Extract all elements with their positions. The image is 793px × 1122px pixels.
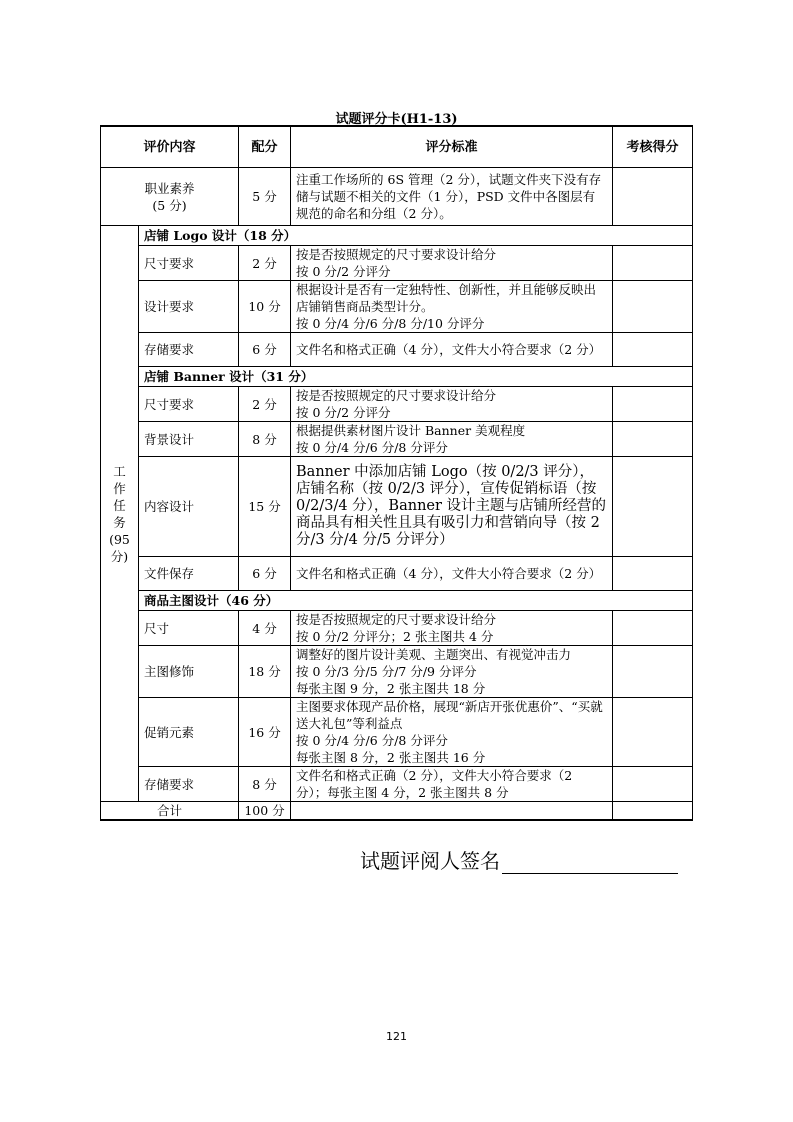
- item-criteria: [291, 281, 613, 333]
- section-header-row: [101, 367, 693, 387]
- item-name: 内容设计: [139, 457, 239, 557]
- item-name: 设计要求: [139, 281, 239, 333]
- criteria-line: 按 0 分/4 分/6 分/8 分评分: [296, 440, 448, 455]
- section-title: 商品主图设计（46 分）: [139, 591, 693, 611]
- criteria-row: [101, 698, 693, 767]
- section-title: 店铺 Logo 设计（18 分）: [139, 226, 693, 246]
- scoring-table: [100, 125, 693, 821]
- criteria-row: [101, 767, 693, 802]
- item-score: 15 分: [239, 457, 291, 557]
- criteria-line: 按是否按照规定的尺寸要求设计给分: [296, 247, 497, 262]
- item-name: 存储要求: [139, 767, 239, 802]
- criteria-line: 根据设计是否有一定独特性、创新性，并且能够反映出店铺销售商品类型计分。: [296, 282, 597, 314]
- criteria-row: [101, 457, 693, 557]
- item-criteria: [291, 333, 613, 367]
- item-result-cell[interactable]: [613, 767, 693, 802]
- criteria-line: 按是否按照规定的尺寸要求设计给分: [296, 388, 497, 403]
- criteria-line: 文件名和格式正确（2 分），文件大小符合要求（2 分）；每张主图 4 分，2 张主图共 8 分: [296, 768, 573, 800]
- item-result-cell[interactable]: [613, 698, 693, 767]
- item-result-cell[interactable]: [613, 611, 693, 646]
- header-criteria: 评分标准: [291, 126, 613, 168]
- item-result-cell[interactable]: [613, 246, 693, 281]
- criteria-row: [101, 611, 693, 646]
- item-name: 促销元素: [139, 698, 239, 767]
- item-score: 8 分: [239, 767, 291, 802]
- item-criteria: [291, 387, 613, 422]
- criteria-line: 文件名和格式正确（4 分），文件大小符合要求（2 分）: [296, 566, 602, 581]
- criteria-line: 每张主图 8 分，2 张主图共 16 分: [296, 750, 486, 765]
- item-criteria: [291, 557, 613, 591]
- literacy-result-cell[interactable]: [613, 168, 693, 226]
- item-score: 8 分: [239, 422, 291, 457]
- item-result-cell[interactable]: [613, 646, 693, 698]
- criteria-line: 主图要求体现产品价格，展现“新店开张优惠价”、“买就送大礼包”等利益点: [296, 699, 603, 731]
- item-criteria: [291, 246, 613, 281]
- criteria-row: [101, 557, 693, 591]
- item-name: 尺寸要求: [139, 387, 239, 422]
- literacy-score: 5 分: [239, 168, 291, 226]
- item-score: 6 分: [239, 557, 291, 591]
- item-name: 存储要求: [139, 333, 239, 367]
- item-score: 10 分: [239, 281, 291, 333]
- item-score: 2 分: [239, 246, 291, 281]
- criteria-line: 按 0 分/4 分/6 分/8 分评分: [296, 733, 448, 748]
- item-criteria: [291, 611, 613, 646]
- total-label: 合计: [101, 802, 239, 821]
- item-result-cell[interactable]: [613, 387, 693, 422]
- signature-line[interactable]: [502, 853, 678, 874]
- header-result: 考核得分: [613, 126, 693, 168]
- item-criteria: [291, 457, 613, 557]
- section-header-row: [101, 591, 693, 611]
- item-score: 16 分: [239, 698, 291, 767]
- item-result-cell[interactable]: [613, 557, 693, 591]
- item-result-cell[interactable]: [613, 333, 693, 367]
- item-criteria: [291, 646, 613, 698]
- criteria-line: 按是否按照规定的尺寸要求设计给分: [296, 612, 497, 627]
- item-score: 4 分: [239, 611, 291, 646]
- item-criteria: [291, 767, 613, 802]
- criteria-line: 按 0 分/4 分/6 分/8 分/10 分评分: [296, 316, 485, 331]
- criteria-row: [101, 422, 693, 457]
- criteria-line: 调整好的图片设计美观、主题突出、有视觉冲击力: [296, 647, 572, 662]
- item-name: 主图修饰: [139, 646, 239, 698]
- criteria-row: [101, 333, 693, 367]
- literacy-criteria: 注重工作场所的 6S 管理（2 分），试题文件夹下没有存储与试题不相关的文件（1 分），PSD 文件中各图层有规范的命名和分组（2 分）。: [291, 168, 613, 226]
- criteria-line: 按 0 分/3 分/5 分/7 分/9 分评分: [296, 664, 477, 679]
- item-score: 6 分: [239, 333, 291, 367]
- criteria-line: 按 0 分/2 分评分；2 张主图共 4 分: [296, 629, 494, 644]
- criteria-line: Banner 中添加店铺 Logo（按 0/2/3 评分），店铺名称（按 0/2/3 评分），宣传促销标语（按 0/2/3/4 分），Banner 设计主题与店铺所经营的商品具有相关性且具有吸引力和营销向导（按 2 分/3 分/4 分/5 分评分）: [296, 464, 607, 548]
- criteria-row: [101, 246, 693, 281]
- header-score: 配分: [239, 126, 291, 168]
- signature-label: 试题评阅人签名: [360, 849, 500, 873]
- section-title: 店铺 Banner 设计（31 分）: [139, 367, 693, 387]
- item-result-cell[interactable]: [613, 422, 693, 457]
- total-row: [101, 802, 693, 821]
- criteria-line: 按 0 分/2 分评分: [296, 264, 391, 279]
- criteria-row: [101, 281, 693, 333]
- item-name: 文件保存: [139, 557, 239, 591]
- criteria-line: 文件名和格式正确（4 分），文件大小符合要求（2 分）: [296, 342, 602, 357]
- page-number: 121: [386, 1030, 407, 1043]
- item-name: 背景设计: [139, 422, 239, 457]
- header-content: 评价内容: [101, 126, 239, 168]
- header-row: [101, 126, 693, 168]
- criteria-row: [101, 646, 693, 698]
- criteria-row: [101, 387, 693, 422]
- total-criteria-cell: [291, 802, 613, 821]
- total-result-cell[interactable]: [613, 802, 693, 821]
- item-score: 2 分: [239, 387, 291, 422]
- total-score: 100 分: [239, 802, 291, 821]
- item-name: 尺寸: [139, 611, 239, 646]
- signature-area: [360, 845, 678, 874]
- item-result-cell[interactable]: [613, 457, 693, 557]
- item-result-cell[interactable]: [613, 281, 693, 333]
- item-criteria: [291, 422, 613, 457]
- criteria-line: 按 0 分/2 分评分: [296, 405, 391, 420]
- task-label: 工 作 任 务 (95 分): [101, 226, 139, 802]
- card-title: 试题评分卡(H1-13): [335, 112, 458, 127]
- criteria-line: 根据提供素材图片设计 Banner 美观程度: [296, 423, 526, 438]
- item-score: 18 分: [239, 646, 291, 698]
- literacy-row: [101, 168, 693, 226]
- item-criteria: [291, 698, 613, 767]
- item-name: 尺寸要求: [139, 246, 239, 281]
- section-header-row: [101, 226, 693, 246]
- literacy-label: 职业素养 (5 分): [101, 168, 239, 226]
- criteria-line: 每张主图 9 分，2 张主图共 18 分: [296, 681, 486, 696]
